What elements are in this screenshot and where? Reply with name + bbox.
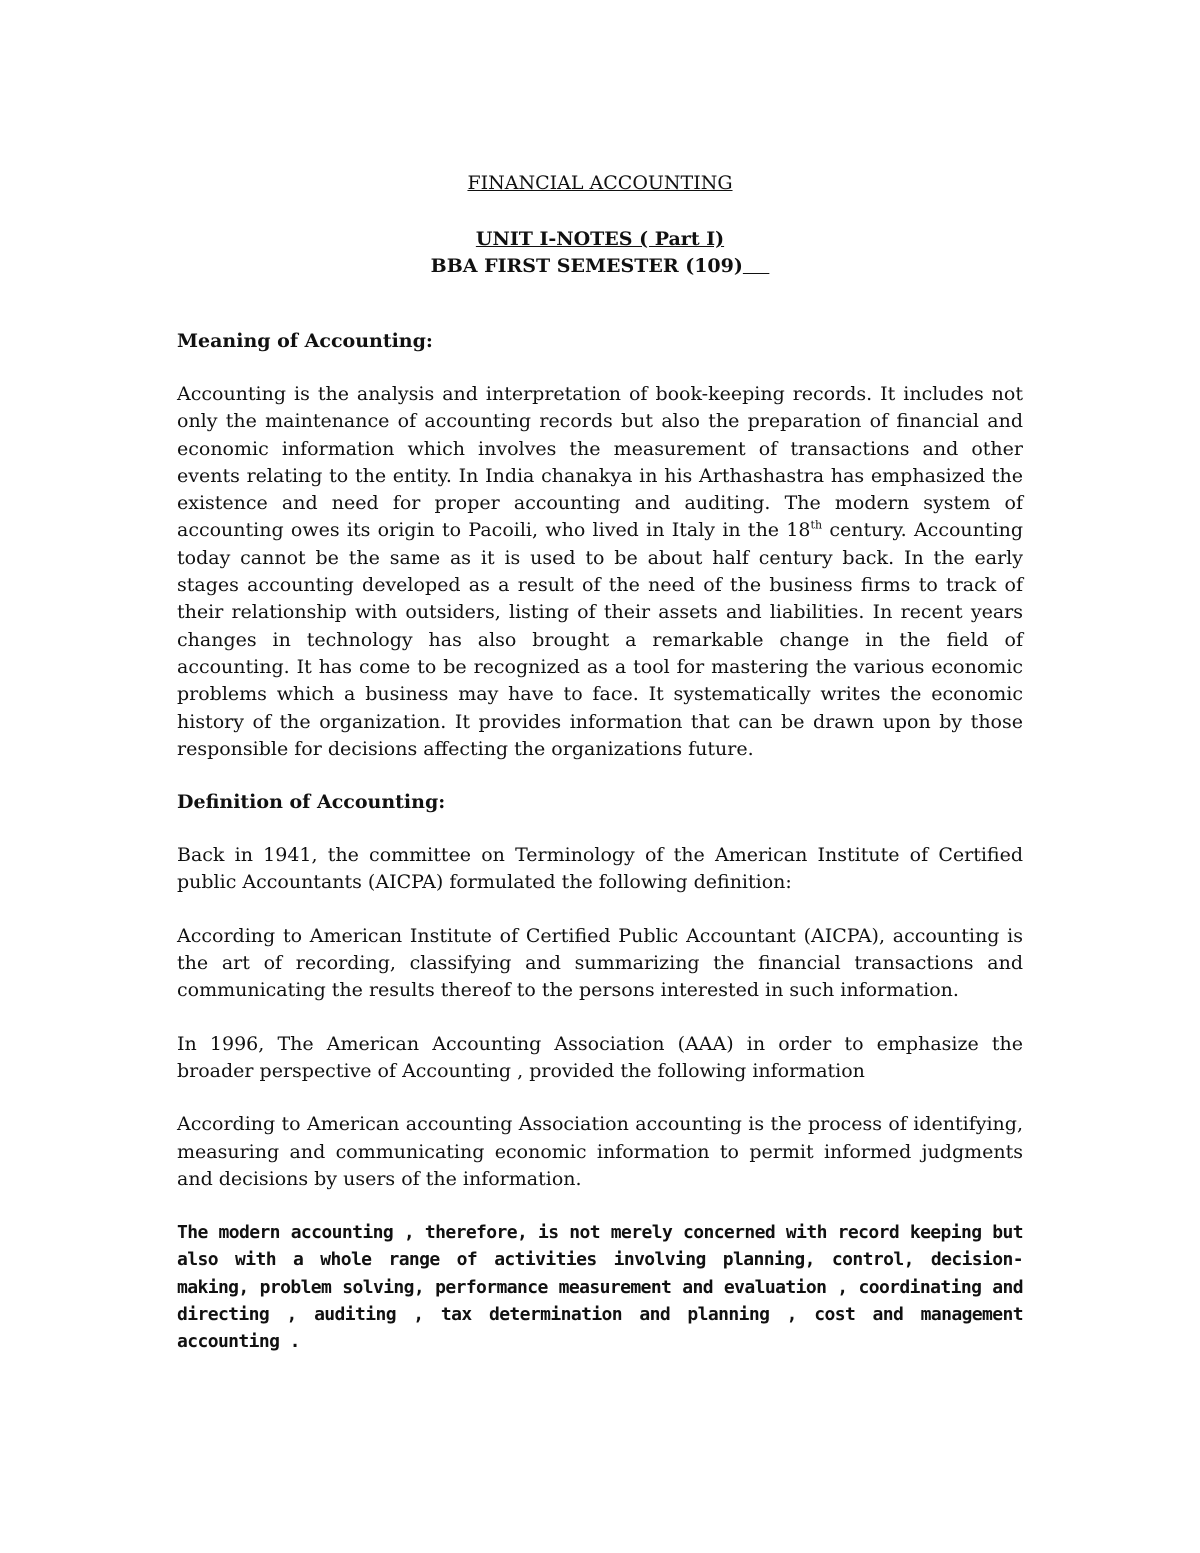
- definition-paragraph-2: According to American Institute of Certified Public Accountant (AICPA), accounting is the art of recording, classifying and summarizing the financial transactions and communicating the results thereof to the persons interested in such information.: [177, 924, 1023, 1002]
- document-content: [177, 170, 1023, 1356]
- meaning-text-part2: century. Accounting today cannot be the same as it is used to be about half century back. In the early stages accounting developed as a result of the need of the business firms to track of their relationship with outsiders, listing of their assets and liabilities. In recent years changes in technology has also brought a remarkable change in the field of accounting. It has come to be recognized as a tool for mastering the various economic problems which a business may have to face. It systematically writes the economic history of the organization. It provides information that can be drawn upon by those responsible for decisions affecting the organizations future.: [177, 519, 1023, 760]
- semester-line: [177, 253, 1023, 280]
- unit-line: UNIT I-NOTES ( Part I): [475, 228, 725, 250]
- semester-underline-trail: [743, 255, 769, 277]
- meaning-heading: Meaning of Accounting:: [177, 330, 433, 352]
- definition-heading: Definition of Accounting:: [177, 791, 446, 814]
- meaning-superscript: th: [810, 519, 823, 533]
- definition-paragraph-3: In 1996, The American Accounting Association (AAA) in order to emphasize the broader perspective of Accounting , provided the following information: [177, 1032, 1023, 1082]
- meaning-text-part1: Accounting is the analysis and interpretation of book-keeping records. It includes not only the maintenance of accounting records but also the preparation of financial and economic information which involves the measurement of transactions and other events relating to the entity. In India chanakya in his Arthashastra has emphasized the existence and need for proper accounting and auditing. The modern system of accounting owes its origin to Pacoili, who lived in Italy in the 18: [177, 383, 1023, 542]
- semester-text: BBA FIRST SEMESTER (109): [430, 255, 743, 277]
- unit-header: [177, 226, 1023, 280]
- definition-paragraph-1: Back in 1941, the committee on Terminology of the American Institute of Certified public Accountants (AICPA) formulated the following definition:: [177, 844, 1023, 894]
- definition-paragraph-4: According to American accounting Association accounting is the process of identifying, measuring and communicating economic information to permit informed judgments and decisions by users of the information.: [177, 1113, 1023, 1190]
- meaning-paragraph: [177, 381, 1023, 763]
- conclusion-paragraph: The modern accounting , therefore, is not merely concerned with record keeping but also with a whole range of activities involving planning, control, decision-making, problem solving, performance measurement and evaluation , coordinating and directing , auditing , tax determination and planning , cost and management accounting .: [177, 1222, 1023, 1353]
- document-title: FINANCIAL ACCOUNTING: [467, 172, 733, 194]
